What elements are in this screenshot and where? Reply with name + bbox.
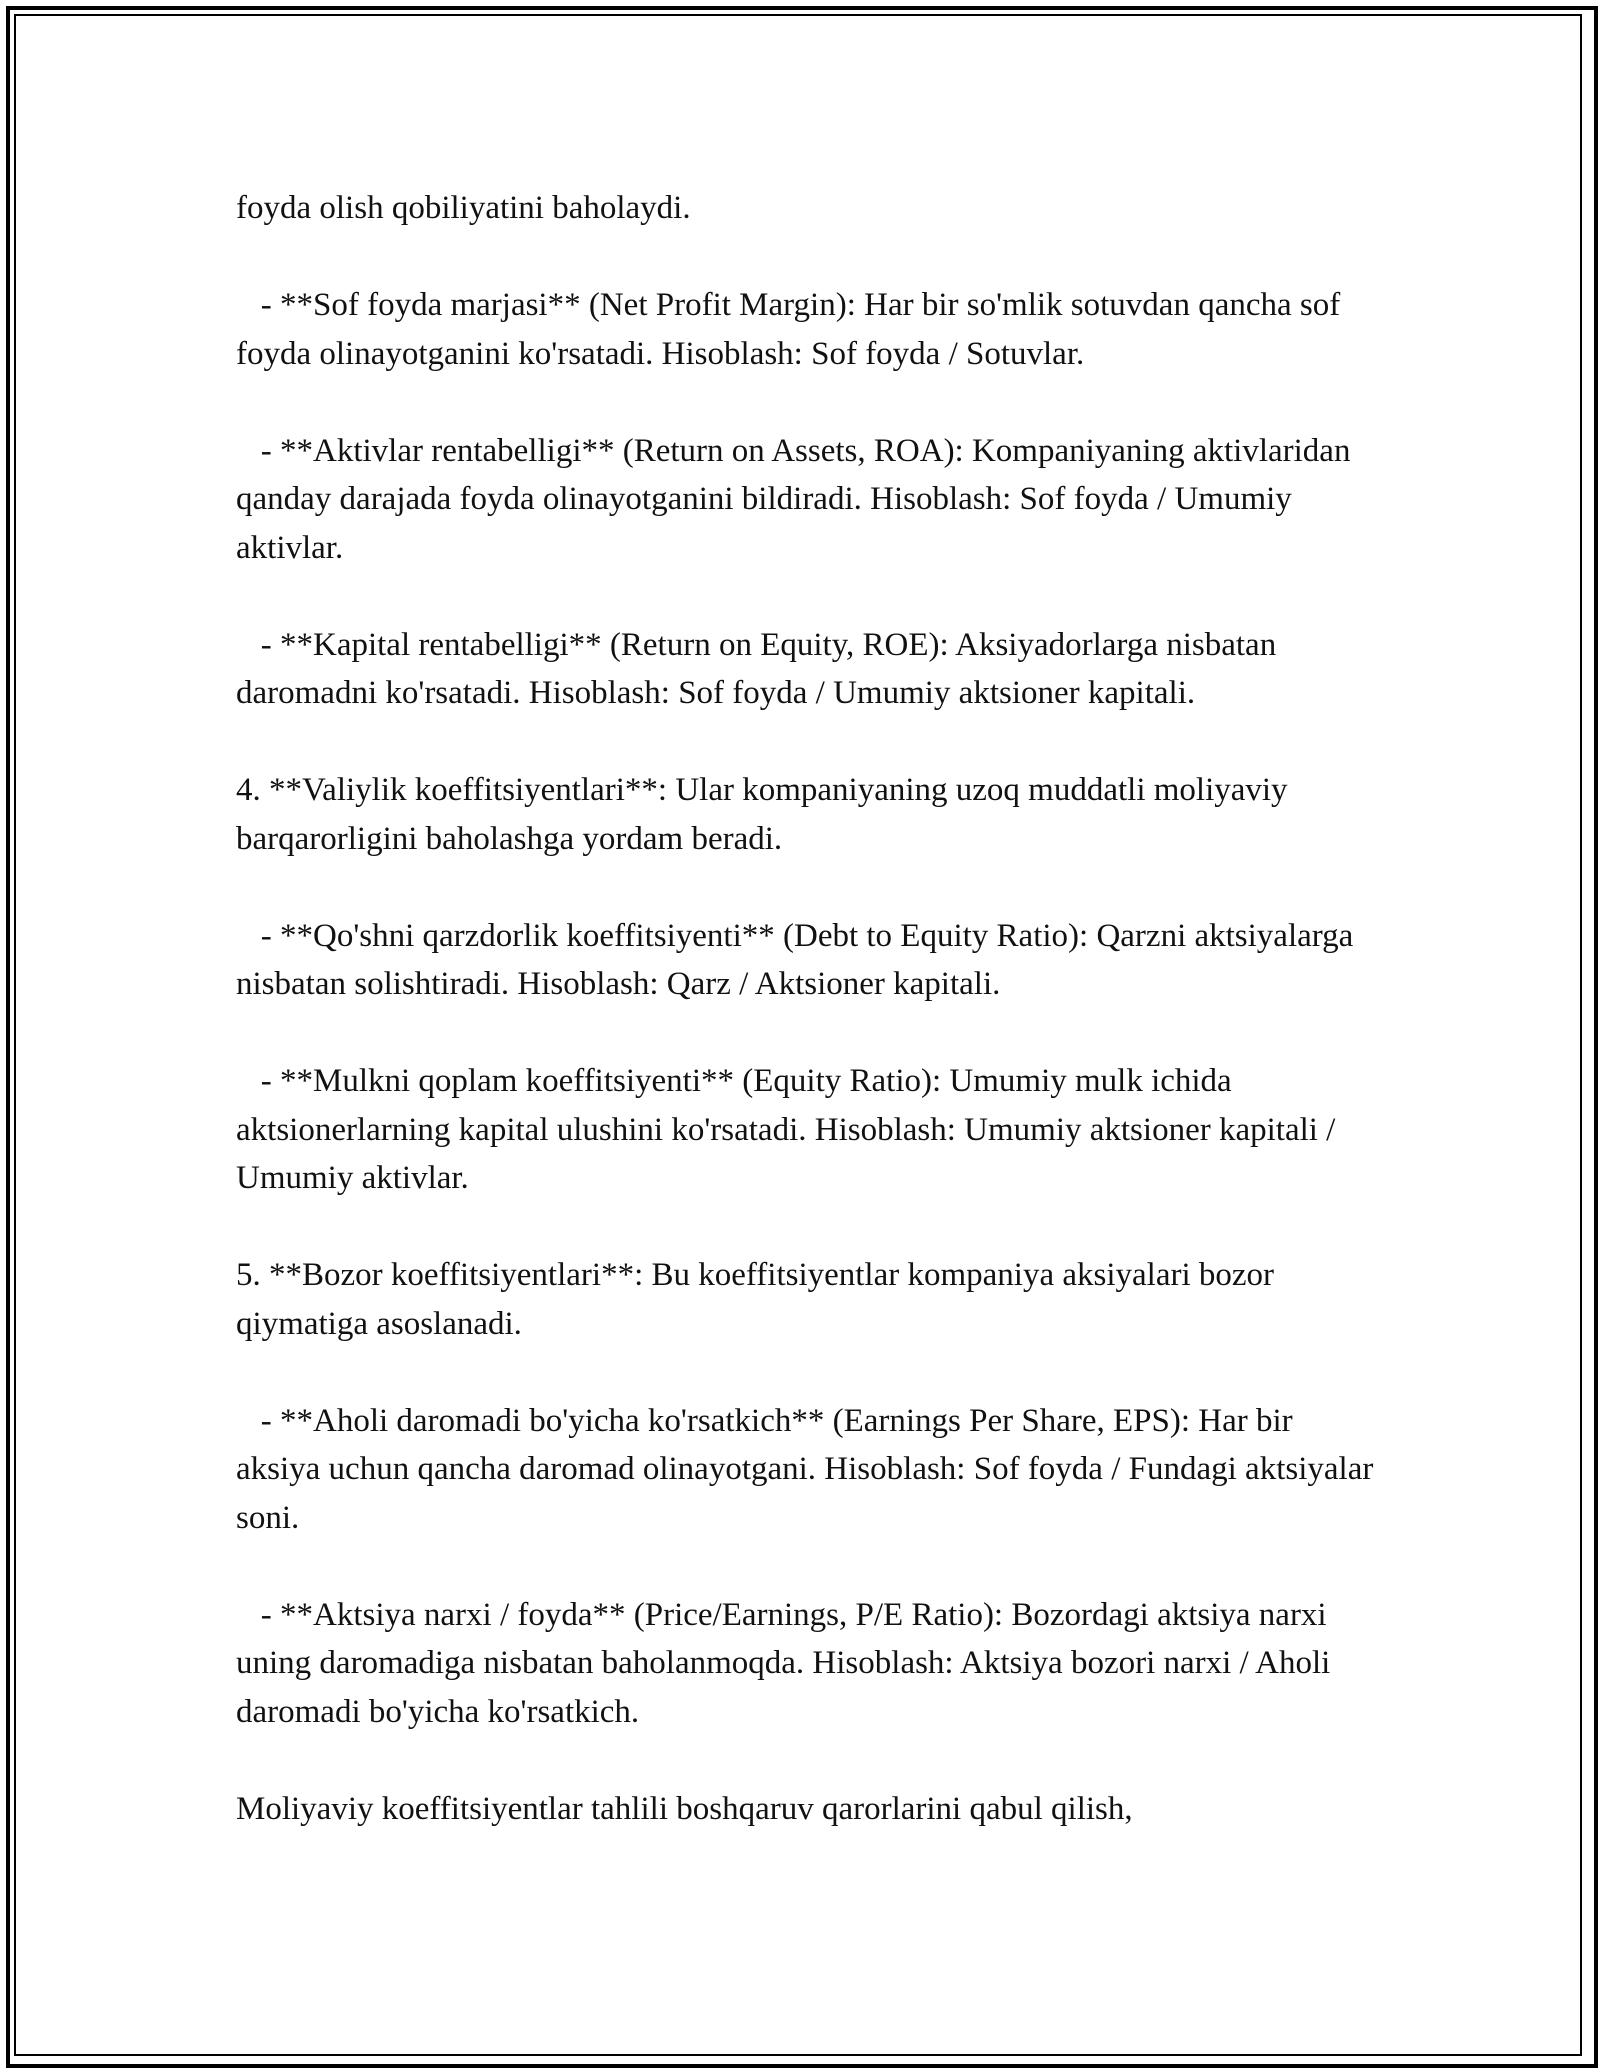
paragraph-net-profit-margin: - **Sof foyda marjasi** (Net Profit Margin): Har bir so'mlik sotuvdan qancha sof foyda olinayotganini ko'rsatadi. Hisoblash: Sof foyda / Sotuvlar.	[236, 287, 1349, 372]
paragraph-debt-to-equity: - **Qo'shni qarzdorlik koeffitsiyenti** (Debt to Equity Ratio): Qarzni aktsiyalarga nisbatan solishtiradi. Hisoblash: Qarz / Aktsioner kapitali.	[236, 917, 1362, 1002]
document-body	[236, 184, 1382, 1833]
paragraph-continuation: foyda olish qobiliyatini baholaydi.	[236, 190, 691, 226]
paragraph-return-on-equity: - **Kapital rentabelligi** (Return on Equity, ROE): Aksiyadorlarga nisbatan daromadni ko'rsatadi. Hisoblash: Sof foyda / Umumiy aktsioner kapitali.	[236, 626, 1285, 711]
paragraph-return-on-assets: - **Aktivlar rentabelligi** (Return on Assets, ROA): Kompaniyaning aktivlaridan qanday darajada foyda olinayotganini bildiradi. Hisoblash: Sof foyda / Umumiy aktivlar.	[236, 432, 1359, 566]
paragraph-equity-ratio: - **Mulkni qoplam koeffitsiyenti** (Equity Ratio): Umumiy mulk ichida aktsionerlarning kapital ulushini ko'rsatadi. Hisoblash: Umumiy aktsioner kapitali / Umumiy aktivlar.	[236, 1063, 1344, 1196]
paragraph-earnings-per-share: - **Aholi daromadi bo'yicha ko'rsatkich** (Earnings Per Share, EPS): Har bir aksiya uchun qancha daromad olinayotgani. Hisoblash: Sof foyda / Fundagi aktsiyalar soni.	[236, 1402, 1382, 1536]
paragraph-price-earnings: - **Aktsiya narxi / foyda** (Price/Earnings, P/E Ratio): Bozordagi aktsiya narxi uning daromadiga nisbatan baholanmoqda. Hisoblash: Aktsiya bozori narxi / Aholi daromadi bo'yicha ko'rsatkich.	[236, 1596, 1339, 1730]
paragraph-conclusion: Moliyaviy koeffitsiyentlar tahlili boshqaruv qarorlarini qabul qilish,	[236, 1790, 1133, 1827]
paragraph-market-ratios: 5. **Bozor koeffitsiyentlari**: Bu koeffitsiyentlar kompaniya aksiyalari bozor qiymatiga asoslanadi.	[236, 1257, 1283, 1342]
paragraph-solvency-ratios: 4. **Valiylik koeffitsiyentlari**: Ular kompaniyaning uzoq muddatli moliyaviy barqarorligini baholashga yordam beradi.	[236, 772, 1296, 857]
